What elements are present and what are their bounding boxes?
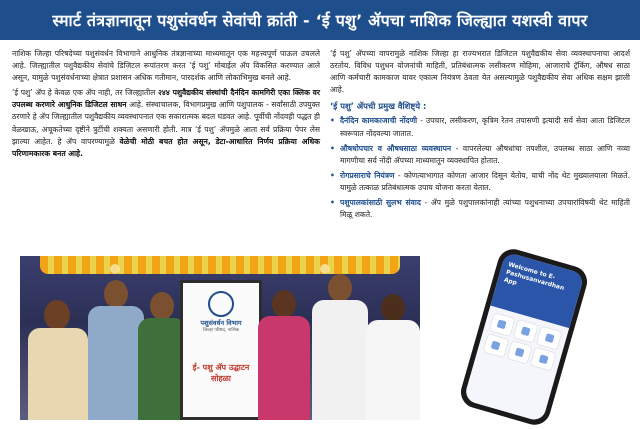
person-woman-center (258, 290, 310, 420)
feature-title: रोगप्रसाराचे नियंत्रण (340, 170, 395, 180)
feature-item (330, 170, 630, 194)
feature-item (330, 115, 630, 139)
menu-tile-icon (497, 319, 507, 329)
feature-title: दैनंदिन कामकाजाची नोंदणी (340, 116, 418, 126)
event-standee (180, 280, 262, 420)
feature-text: - उपचार, लसीकरण, कृत्रिम रेतन तपासणी इत्यादी सर्व सेवा आता डिजिटल स्वरूपात नोंदवल्या जातात. (340, 116, 630, 138)
left-p2-bold2: वेळेची मोठी बचत होत असून, डेटा-आधारित निर्णय प्रक्रिया अधिक परिणामकारक बनत आहे. (12, 136, 320, 158)
app-menu-tile (513, 320, 538, 343)
person-woman-left (28, 300, 88, 420)
person-man (312, 274, 368, 420)
feature-text: - ॲप मुळे पशुपालकांनाही त्यांच्या पशुधनाच्या उपचारांविषयी थेट माहिती मिळू शकते. (340, 198, 630, 220)
standee-event-title: ई- पशु ॲप उद्घाटन सोहळा (192, 363, 250, 383)
feature-item (330, 197, 630, 221)
app-menu-tile (507, 341, 532, 364)
left-p2-bold: २४४ पशुवैद्यकीय संस्थांची दैनंदिन कामगिरी एका क्लिक वर उपलब्ध करणारे आधुनिक डिजिटल साधन (12, 88, 321, 110)
person-man (138, 292, 186, 420)
feature-text: - कोणत्याभागात कोणता आजार दिसून येतोय, याची नोंद थेट मुख्यालयाला मिळते. यामुळे तत्काळ प्रतिबंधात्मक उपाय योजना करता येतात. (340, 170, 630, 192)
app-menu-tile (537, 327, 562, 350)
menu-tile-icon (491, 341, 501, 351)
menu-tile-icon (515, 347, 525, 357)
right-column (330, 48, 630, 224)
smartphone-illustration (457, 245, 591, 428)
flower-garland (40, 256, 400, 274)
right-paragraph-1: ‘ई पशु’ ॲपच्या वापरामुळे नाशिक जिल्हा हा राज्यभरात डिजिटल पशुवैद्यकीय सेवा व्यवस्थापनाचा आदर्श ठरतोय. विविध पशुधन योजनांची माहिती, प्रतिबंधात्मक लसीकरण मोहिमा, आजाराचे ट्रॅकिंग, औषध साठा आणि कर्मचारी कामकाज यावर एकात्म नियंत्रण ठेवता येत असल्यामुळे पशुवैद्यकीय सेवा अधिक सक्षम झाली आहे. (330, 49, 630, 95)
person-man-right (366, 294, 420, 420)
menu-tile-icon (544, 333, 554, 343)
standee-organisation: पशुसंवर्धन विभाग (200, 319, 242, 327)
app-menu-tile (531, 348, 556, 371)
feature-title: औषधोपचार व औषधसाठा व्यवस्थापन (340, 143, 452, 153)
phone-frame (457, 245, 591, 428)
app-menu-tile (483, 334, 508, 357)
left-p2-intro: ‘ई पशु’ ॲप हे केवळ एक ॲप नाही, तर जिल्ह्यातील (12, 88, 156, 98)
left-column (12, 48, 320, 163)
left-paragraph-2 (12, 87, 320, 160)
features-list (330, 115, 630, 221)
stage-light (110, 264, 120, 274)
left-paragraph-1: नाशिक जिल्हा परिषदेच्या पशुसंवर्धन विभागाने आधुनिक तंत्रज्ञानाच्या माध्यमातून एक महत्त्वपूर्ण पाऊल उचलले आहे. जिल्ह्यातील पशुवैद्यकीय सेवांचे डिजिटल रूपांतरण करत ‘ई पशु’ मोबाईल ॲप विकसित करण्यात आले असून, यामुळे पशुसंवर्धनाच्या क्षेत्रात प्रशासन अधिक गतीमान, पारदर्शक आणि लोकाभिमुख बनले आहे. (12, 49, 320, 83)
menu-tile-icon (521, 326, 531, 336)
person-man (88, 280, 144, 420)
feature-title: पशुपालकांसाठी सुलभ संवाद (340, 198, 421, 208)
app-menu-tile (490, 313, 515, 336)
feature-text: - वापरलेल्या औषधांचा तपशील, उपलब्ध साठा आणि नव्या मागणीचा सर्व नोंदी ॲपच्या माध्यमातून व्यवस्थापित होतात. (340, 143, 630, 165)
standee-subtitle: जिल्हा परिषद, नाशिक (202, 328, 240, 333)
features-heading: ‘ई पशु’ ॲपची प्रमुख वैशिष्ट्ये : (330, 101, 427, 112)
feature-item (330, 143, 630, 167)
headline: स्मार्ट तंत्रज्ञानातून पशुसंवर्धन सेवांची क्रांती - ‘ई पशु’ ॲपचा नाशिक जिल्ह्यात यशस्वी वापर (52, 11, 588, 30)
left-p2-mid: आहे. संस्थाचालक, विभागप्रमुख आणि पशुपालक - सर्वांसाठी उपयुक्त ठरणारे हे ॲप जिल्ह्यातील पशुवैद्यकीय व्यवस्थापनात एक सकारात्मक बदल घडवत आहे. पूर्वीची नोंदवही पद्धत ही वेळखाऊ, अचूकतेच्या दृष्टीने त्रुटींची शक्यता असणारी होती. मात्र ‘ई पशु’ ॲपमुळे आता सर्व प्रक्रिया पेपर लेस झाल्या आहेत. हे ॲप वापरण्यामुळे (12, 100, 320, 146)
department-logo-icon (208, 291, 234, 317)
headline-banner (0, 0, 640, 40)
app-welcome-text: Welcome to E-Pashusanvardhan App (503, 261, 565, 293)
launch-event-photo (20, 256, 420, 420)
app-screen (463, 252, 584, 423)
stage-light (320, 264, 330, 274)
menu-tile-icon (538, 354, 548, 364)
